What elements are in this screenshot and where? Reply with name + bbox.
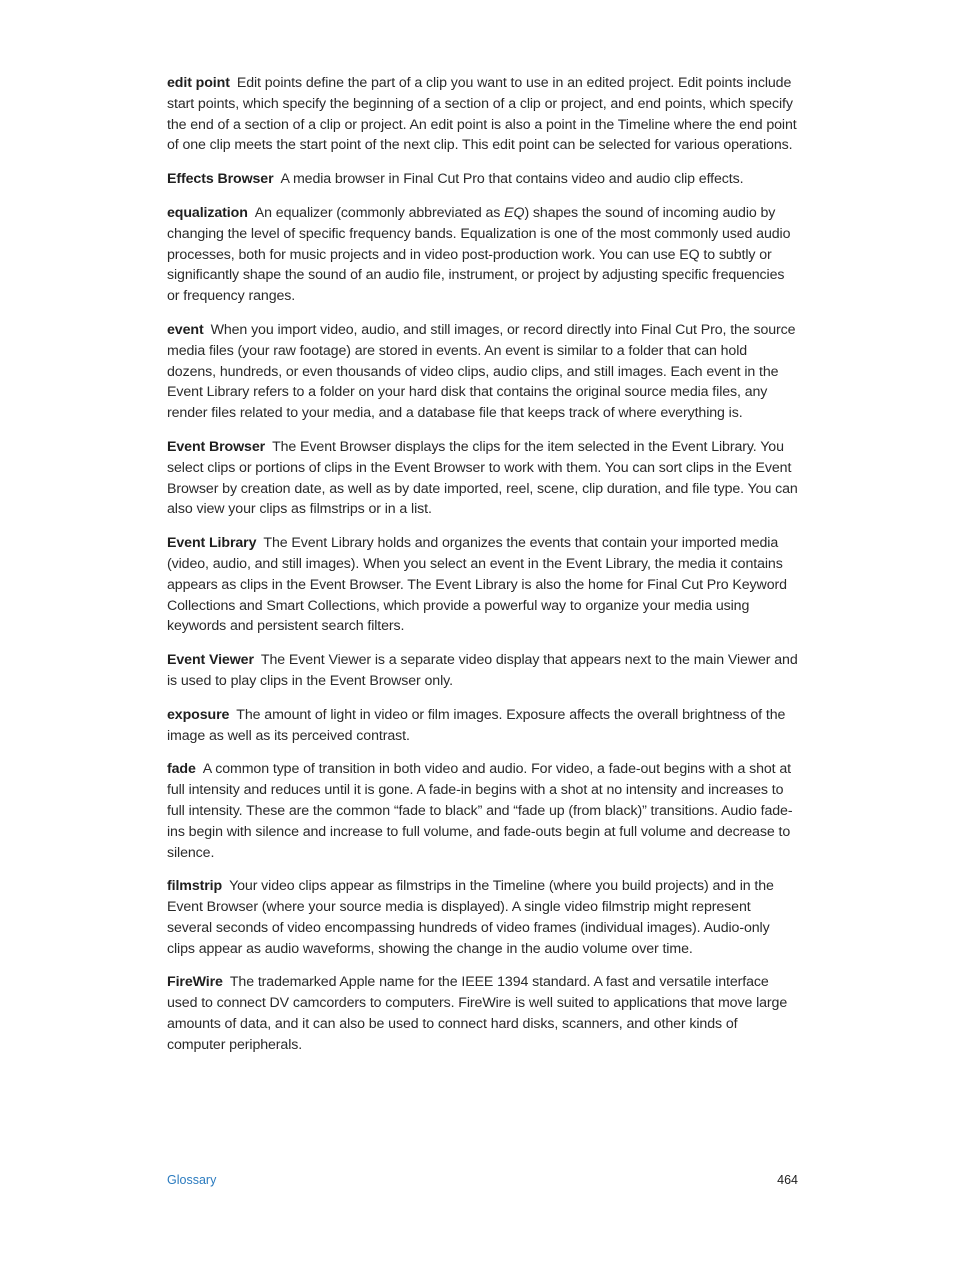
glossary-content	[167, 73, 799, 1069]
glossary-term: Event Browser	[167, 438, 266, 455]
glossary-term: Event Library	[167, 535, 257, 552]
glossary-definition: The Event Library holds and organizes the events that contain your imported media (video, audio, and still images). When you select an event in the Event Library, the media it contains appears as clips in the Event Browser. The Event Library is also the home for Final Cut Pro Keyword Collections and Smart Collections, which provide a powerful way to organize your media using keywords and persistent search filters.	[167, 535, 787, 635]
page-number: 464	[777, 1173, 798, 1187]
footer-section-link[interactable]: Glossary	[167, 1173, 217, 1187]
glossary-term: Event Viewer	[167, 652, 254, 669]
glossary-definition-part: An equalizer (commonly abbreviated as	[254, 204, 505, 221]
glossary-entry-event-viewer	[167, 650, 799, 692]
glossary-definition: Edit points define the part of a clip you want to use in an edited project. Edit points include start points, which specify the beginning of a section of a clip or project, and end points, which specify the end of a section of a clip or project. An edit point is also a point in the Timeline where the end point of one clip meets the start point of the next clip. This edit point can be selected for various operations.	[167, 75, 797, 154]
glossary-definition: The Event Browser displays the clips for the item selected in the Event Library. You select clips or portions of clips in the Event Browser to work with them. You can sort clips in the Event Browser by creation date, as well as by date imported, reel, scene, clip duration, and file type. You can also view your clips as filmstrips or in a list.	[167, 438, 798, 518]
glossary-entry-effects-browser	[167, 169, 799, 190]
glossary-entry-fade	[167, 759, 799, 863]
glossary-entry-firewire	[167, 972, 799, 1055]
glossary-definition: A common type of transition in both video and audio. For video, a fade-out begins with a shot at full intensity and reduces until it is gone. A fade-in begins with a shot at no intensity and increases to full intensity. These are the common “fade to black” and “fade up (from black)” transitions. Audio fade-ins begin with silence and increase to full volume, and fade-outs begin at full volume and decrease to silence.	[167, 761, 793, 861]
glossary-definition-emphasis: EQ	[504, 204, 525, 221]
glossary-term: fade	[167, 761, 196, 778]
glossary-entry-edit-point	[167, 73, 799, 156]
glossary-term: Effects Browser	[167, 171, 274, 188]
glossary-entry-equalization	[167, 203, 799, 307]
glossary-term: exposure	[167, 706, 230, 723]
glossary-entry-event-browser	[167, 437, 799, 520]
glossary-term: filmstrip	[167, 878, 223, 895]
glossary-definition: The Event Viewer is a separate video display that appears next to the main Viewer and is used to play clips in the Event Browser only.	[167, 652, 798, 689]
glossary-term: event	[167, 321, 204, 338]
glossary-term: equalization	[167, 204, 248, 221]
glossary-definition: The amount of light in video or film images. Exposure affects the overall brightness of the image as well as its perceived contrast.	[167, 706, 786, 744]
glossary-definition: Your video clips appear as filmstrips in the Timeline (where you build projects) and in the Event Browser (where your source media is displayed). A single video filmstrip might represent several seconds of video encompassing hundreds of video frames (individual images). Audio-only clips appear as audio waveforms, showing the change in the audio volume over time.	[167, 878, 774, 957]
glossary-entry-filmstrip	[167, 876, 799, 959]
glossary-entry-exposure	[167, 705, 799, 747]
glossary-term: edit point	[167, 75, 230, 91]
glossary-definition: When you import video, audio, and still images, or record directly into Final Cut Pro, the source media files (your raw footage) are stored in events. An event is similar to a folder that can hold dozens, hundreds, or even thousands of video clips, audio clips, and still images. Each event in the Event Library refers to a folder on your hard disk that contains the original source media files, any render files related to your media, and a database file that keeps track of where everything is.	[167, 321, 796, 422]
glossary-entry-event-library	[167, 533, 799, 637]
glossary-definition: A media browser in Final Cut Pro that contains video and audio clip effects.	[280, 171, 744, 188]
glossary-definition-part: ) shapes the sound of incoming audio by changing the level of specific frequency bands. Equalization is one of the most commonly used audio processes, both for music projects and in video post-production work. You can use EQ to subtly or significantly shape the sound of an audio file, instrument, or project by adjusting specific frequencies or frequency ranges.	[167, 204, 791, 305]
glossary-term: FireWire	[167, 974, 223, 991]
glossary-entry-event	[167, 320, 799, 424]
glossary-definition: The trademarked Apple name for the IEEE 1394 standard. A fast and versatile interface used to connect DV camcorders to computers. FireWire is well suited to applications that move large amounts of data, and it can also be used to connect hard disks, scanners, and other kinds of computer peripherals.	[167, 974, 788, 1053]
